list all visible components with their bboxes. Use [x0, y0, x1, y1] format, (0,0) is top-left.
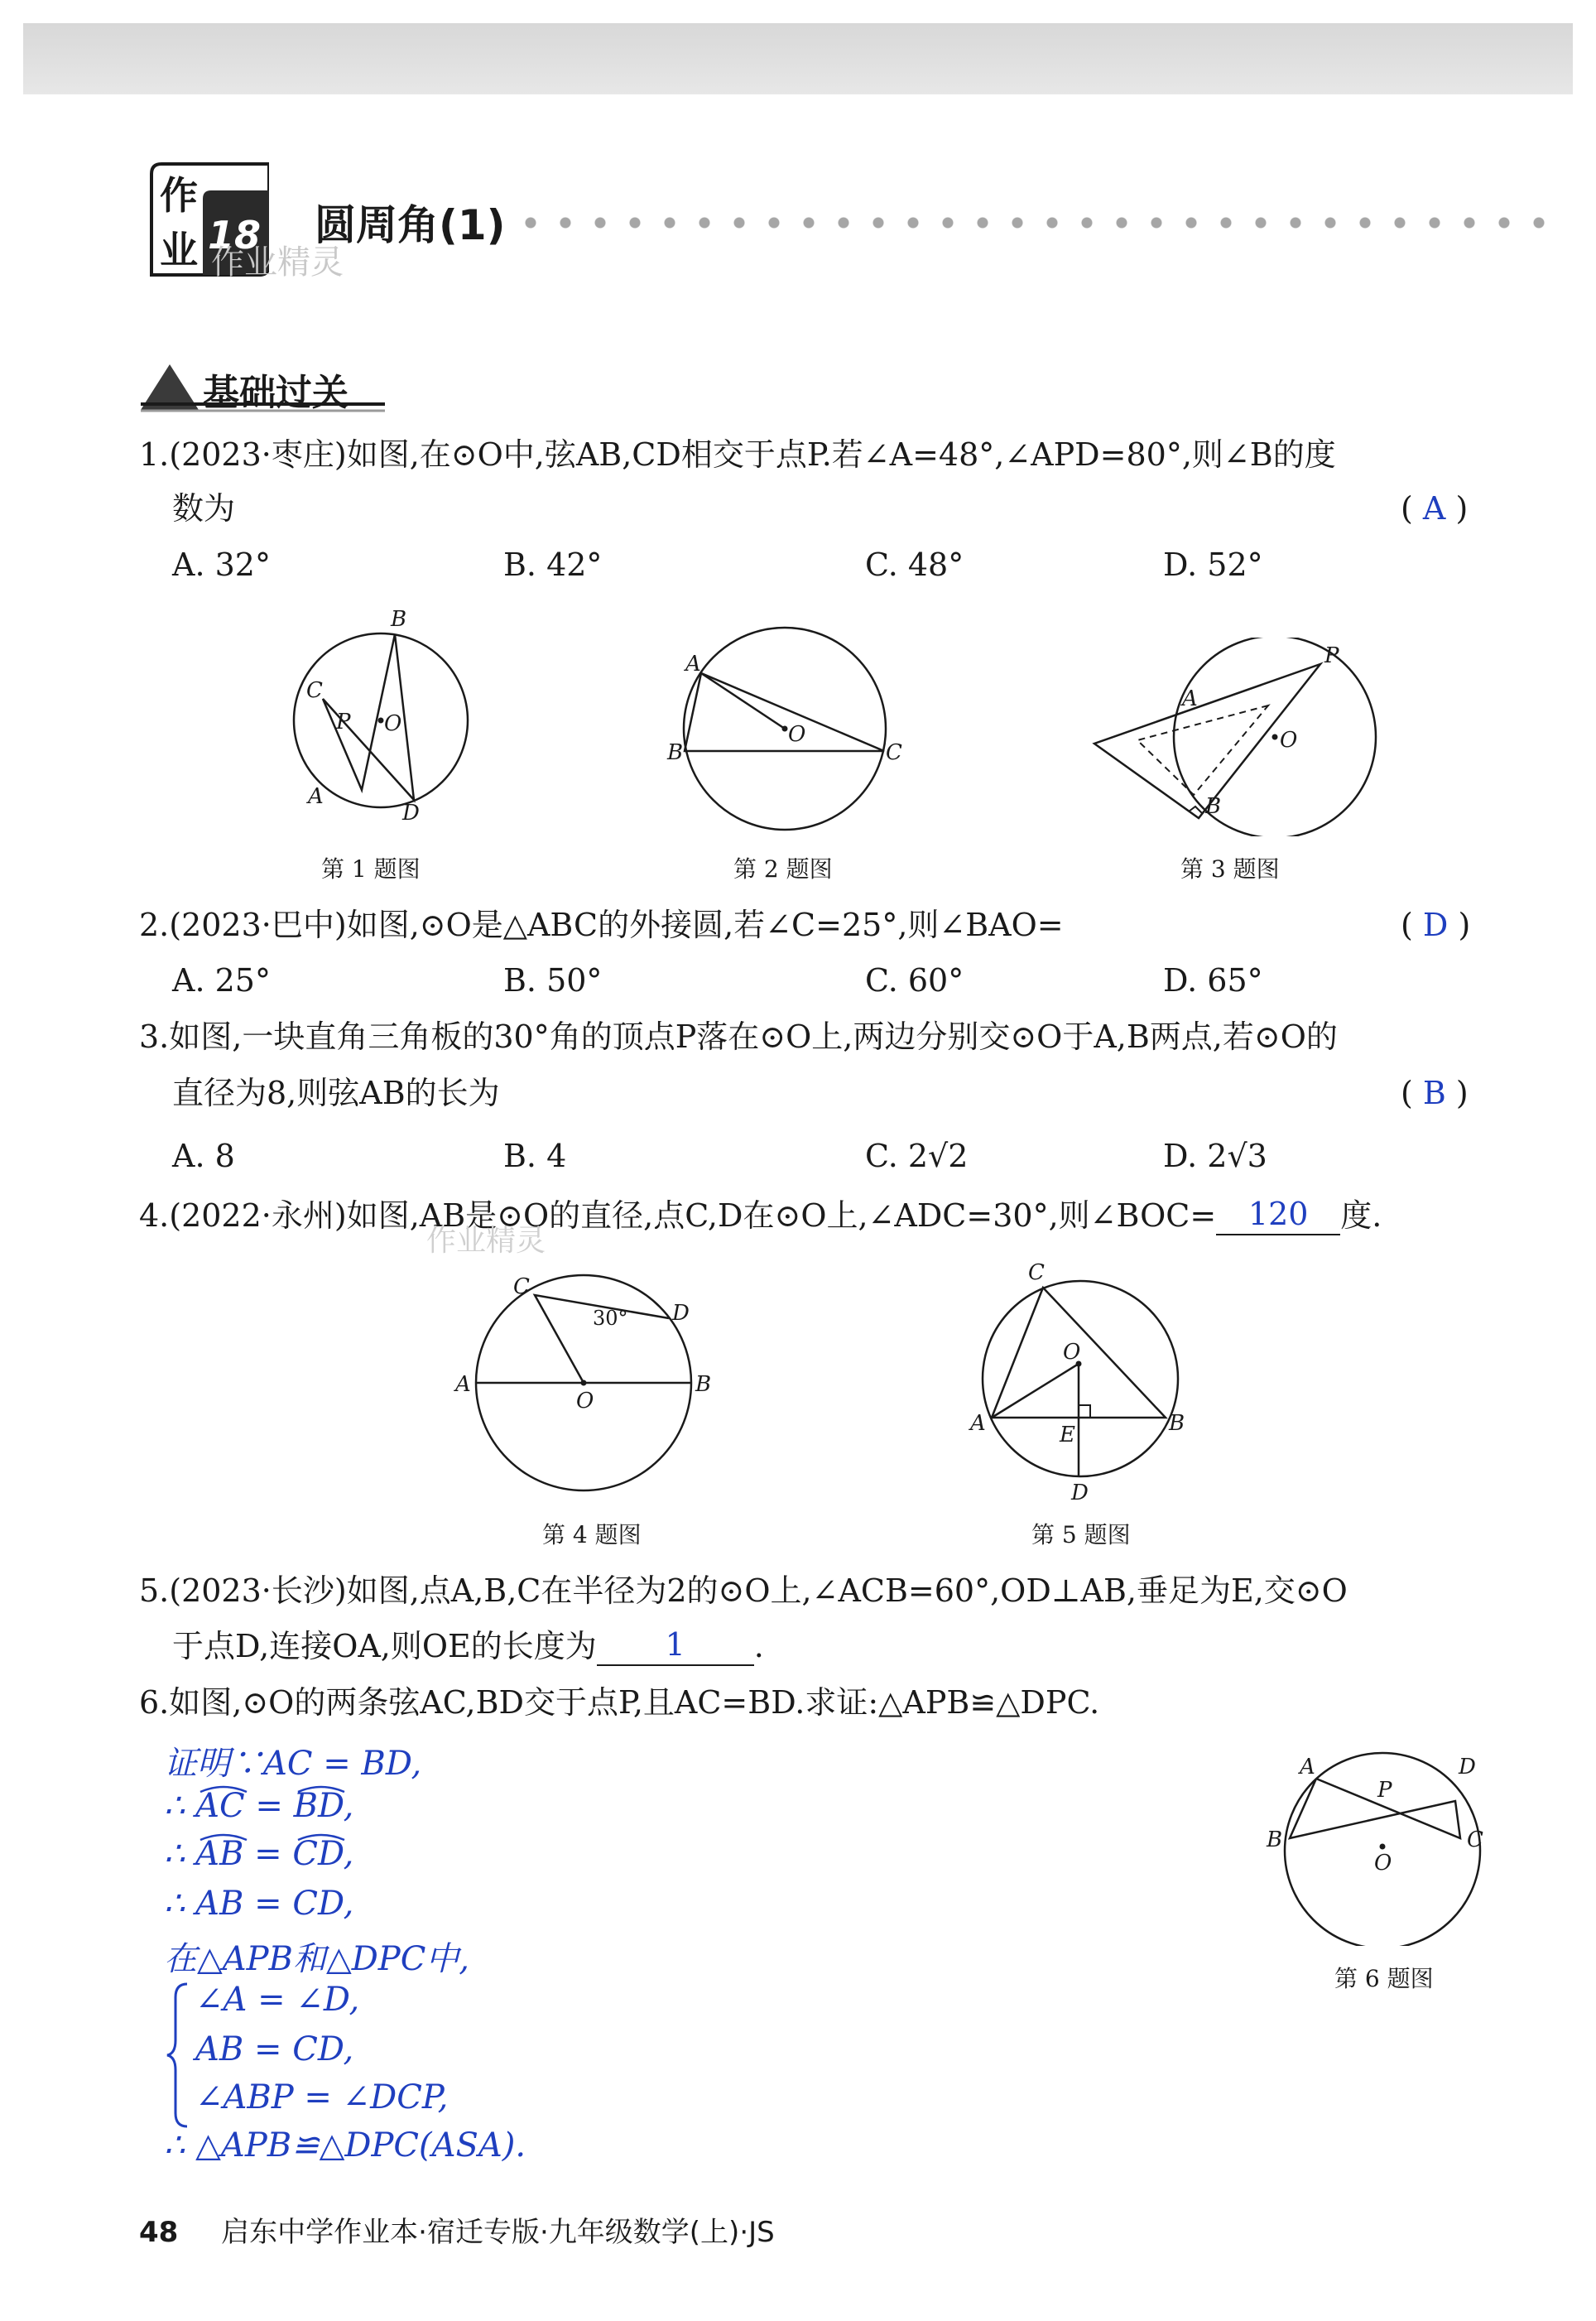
q3-answer: B [1422, 1075, 1446, 1111]
fig3-label-o: O [1280, 728, 1298, 753]
proof-arc-marks [199, 1780, 373, 1847]
q4-stem-prefix: 4.(2022·永州)如图,AB是⊙O的直径,点C,D在⊙O上,∠ADC=30°,则∠BOC= [139, 1197, 1217, 1234]
fig6-label-p: P [1377, 1778, 1392, 1803]
q5-stem-suffix: . [753, 1628, 764, 1664]
q1-stem-line2: 数为 [172, 490, 236, 527]
proof-line-1: 证明∵AC = BD, [164, 1745, 422, 1783]
fig4-label-b: B [695, 1372, 712, 1397]
q2-answer: D [1422, 907, 1449, 943]
q1-option-b: B. 42° [503, 547, 603, 583]
fig2-caption: 第 2 题图 [733, 855, 833, 883]
fig3-label-p: P [1324, 643, 1339, 668]
fig5-label-b: B [1169, 1411, 1185, 1436]
fig2-label-c: C [886, 740, 902, 765]
q1-answer: A [1422, 490, 1446, 527]
fig4-label-a: A [455, 1372, 471, 1397]
fig1-caption: 第 1 题图 [321, 855, 421, 883]
q6-stem: 6.如图,⊙O的两条弦AC,BD交于点P,且AC=BD.求证:△APB≌△DPC. [139, 1684, 1100, 1721]
top-band [23, 23, 1573, 94]
badge-bottom-char: 业 [160, 228, 198, 272]
footer [139, 2209, 775, 2250]
fig4-label-c: C [513, 1274, 530, 1299]
fig5-label-o: O [1063, 1340, 1081, 1365]
q1-option-a: A. 32° [172, 547, 271, 583]
proof-line-8: ∠ABP = ∠DCP, [195, 2078, 449, 2116]
q1-option-d: D. 52° [1163, 547, 1263, 583]
fig6-label-o: O [1374, 1851, 1392, 1876]
q5-stem-line2 [172, 1625, 764, 1666]
section-title: 基础过关 [203, 372, 349, 414]
fig4-caption: 第 4 题图 [542, 1521, 642, 1548]
fig2-label-b: B [667, 740, 684, 765]
q2-answer-bracket: ( D ) [1401, 907, 1471, 943]
badge-top-char: 作 [160, 173, 198, 218]
proof-line-3: ∴ AB = CD, [164, 1835, 354, 1873]
fig6-label-a: A [1300, 1755, 1315, 1779]
fig6-label-c: C [1467, 1827, 1483, 1852]
fig4-angle-label: 30° [593, 1307, 628, 1330]
badge-number: 18 [208, 213, 262, 258]
fig1-label-o: O [384, 711, 402, 736]
figure-4 [447, 1259, 745, 1507]
q4-answer: 120 [1216, 1194, 1340, 1235]
q3-option-b: B. 4 [503, 1138, 567, 1174]
watermark: 作业精灵 [211, 243, 344, 282]
fig1-label-b: B [391, 607, 407, 632]
proof-line-2: ∴ AC = BD, [164, 1787, 354, 1825]
title-dots [513, 217, 1565, 229]
q2-option-c: C. 60° [865, 962, 964, 999]
fig3-label-a: A [1182, 686, 1198, 711]
fig1-label-p: P [336, 710, 351, 734]
fig4-label-d: D [672, 1301, 690, 1326]
fig6-caption: 第 6 题图 [1334, 1965, 1434, 1992]
figure-1 [265, 596, 488, 845]
fig6-label-b: B [1267, 1827, 1283, 1852]
fig3-label-b: B [1205, 794, 1222, 819]
q2-option-d: D. 65° [1163, 962, 1263, 999]
q3-option-d: D. 2√3 [1163, 1138, 1267, 1174]
fig1-label-d: D [402, 801, 420, 826]
q4-stem [139, 1194, 1382, 1235]
q2-stem: 2.(2023·巴中)如图,⊙O是△ABC的外接圆,若∠C=25°,则∠BAO= [139, 907, 1064, 943]
q3-stem-line1: 3.如图,一块直角三角板的30°角的顶点P落在⊙O上,两边分别交⊙O于A,B两点,若⊙O的 [139, 1018, 1338, 1055]
q3-answer-bracket: ( B ) [1401, 1075, 1469, 1111]
q2-option-b: B. 50° [503, 962, 603, 999]
proof-line-4: ∴ AB = CD, [164, 1885, 354, 1923]
figure-6 [1250, 1731, 1523, 1946]
q5-stem-line1: 5.(2023·长沙)如图,点A,B,C在半径为2的⊙O上,∠ACB=60°,OD⊥AB,垂足为E,交⊙O [139, 1572, 1348, 1609]
fig5-label-c: C [1028, 1260, 1045, 1285]
figure-5 [969, 1254, 1200, 1503]
q3-stem-line2: 直径为8,则弦AB的长为 [172, 1075, 500, 1111]
fig2-label-a: A [685, 652, 701, 677]
fig1-label-a: A [308, 784, 324, 809]
q4-watermark: 作业精灵 [426, 1224, 546, 1258]
fig5-label-e: E [1060, 1423, 1075, 1447]
fig2-label-o: O [788, 722, 806, 747]
q5-answer: 1 [597, 1625, 754, 1666]
q5-stem-prefix: 于点D,连接OA,则OE的长度为 [172, 1628, 597, 1664]
figure-3 [1084, 638, 1382, 836]
fig4-label-o: O [576, 1389, 594, 1413]
q3-option-a: A. 8 [172, 1138, 235, 1174]
q2-option-a: A. 25° [172, 962, 271, 999]
q1-answer-bracket: ( A ) [1401, 490, 1469, 527]
page-number: 48 [139, 2216, 179, 2249]
q1-stem-line1: 1.(2023·枣庄)如图,在⊙O中,弦AB,CD相交于点P.若∠A=48°,∠APD=80°,则∠B的度 [139, 436, 1336, 473]
proof-line-9: ∴ △APB≌△DPC(ASA). [164, 2126, 526, 2165]
proof-line-7: AB = CD, [195, 2030, 354, 2068]
fig5-caption: 第 5 题图 [1031, 1521, 1131, 1548]
proof-brace-icon [166, 1981, 190, 2130]
q3-option-c: C. 2√2 [865, 1138, 969, 1174]
fig3-caption: 第 3 题图 [1180, 855, 1280, 883]
fig5-label-d: D [1071, 1481, 1089, 1503]
proof-line-6: ∠A = ∠D, [195, 1981, 360, 2019]
fig6-label-d: D [1459, 1755, 1476, 1779]
fig1-label-c: C [306, 678, 323, 703]
page-title: 圆周角(1) [315, 201, 506, 249]
book-title: 启东中学作业本·宿迁专版·九年级数学(上)·JS [221, 2216, 775, 2249]
fig5-label-a: A [970, 1411, 986, 1436]
q4-stem-suffix: 度. [1340, 1197, 1382, 1234]
q1-option-c: C. 48° [865, 547, 964, 583]
proof-line-5: 在△APB和△DPC中, [164, 1940, 470, 1978]
figure-2 [662, 613, 911, 845]
